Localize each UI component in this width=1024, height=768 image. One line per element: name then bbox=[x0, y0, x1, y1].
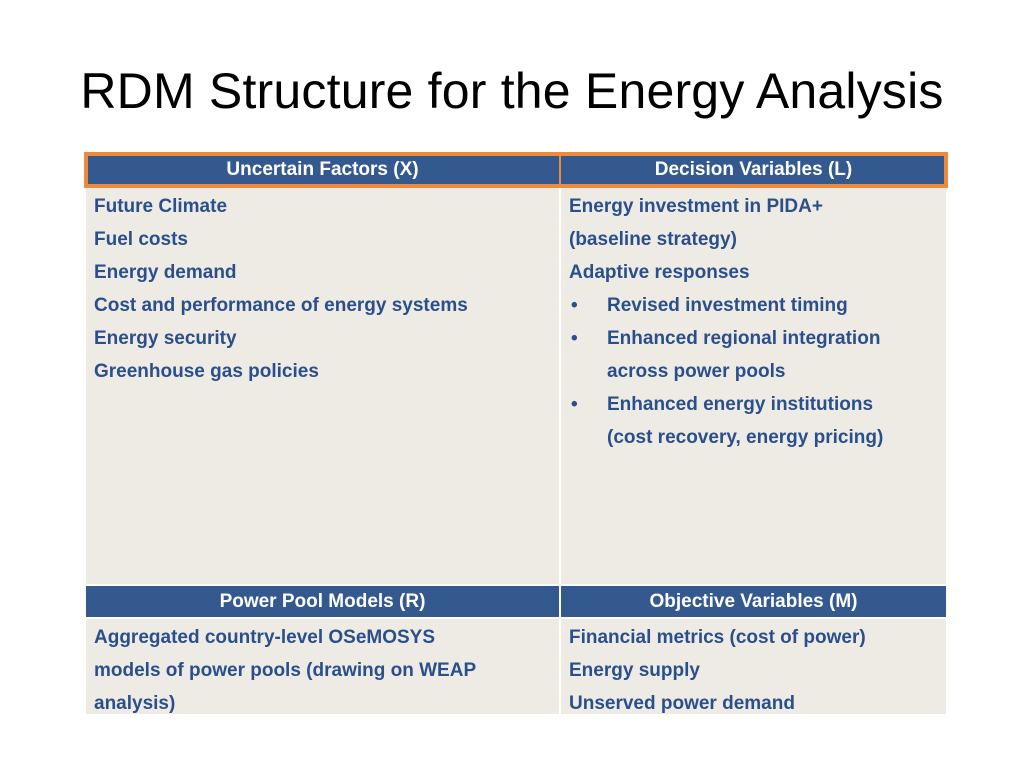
header-objective-variables: Objective Variables (M) bbox=[561, 586, 946, 617]
list-item: Unserved power demand bbox=[569, 693, 795, 714]
bullet-item bbox=[569, 289, 946, 322]
list-item: models of power pools (drawing on WEAP bbox=[94, 660, 477, 681]
header-divider bbox=[559, 156, 561, 184]
header-decision-variables: Decision Variables (L) bbox=[561, 154, 946, 186]
list-item: Fuel costs bbox=[94, 229, 188, 250]
rdm-table bbox=[86, 154, 946, 714]
list-item: (baseline strategy) bbox=[569, 229, 737, 250]
list-item: Cost and performance of energy systems bbox=[94, 295, 468, 316]
bullet-text: Enhanced energy institutions bbox=[607, 394, 874, 415]
list-item: analysis) bbox=[94, 693, 176, 714]
list-item: Energy investment in PIDA+ bbox=[569, 196, 823, 217]
cell-uncertain-factors bbox=[86, 188, 559, 584]
cell-decision-variables bbox=[561, 188, 946, 584]
bullet-continuation: (cost recovery, energy pricing) bbox=[607, 427, 884, 448]
list-item: Financial metrics (cost of power) bbox=[569, 627, 866, 648]
header-power-pool-models: Power Pool Models (R) bbox=[86, 586, 559, 617]
list-item: Energy security bbox=[94, 328, 237, 349]
bullet-icon: • bbox=[571, 394, 578, 415]
list-item: Aggregated country-level OSeMOSYS bbox=[94, 627, 436, 648]
list-item: Greenhouse gas policies bbox=[94, 361, 319, 382]
bullet-text: Revised investment timing bbox=[607, 295, 848, 316]
list-item: Energy demand bbox=[94, 262, 237, 283]
list-item: Future Climate bbox=[94, 196, 228, 217]
cell-power-pool-models bbox=[86, 619, 559, 714]
bullet-icon: • bbox=[571, 295, 578, 316]
slide-title: RDM Structure for the Energy Analysis bbox=[80, 63, 944, 119]
cell-objective-variables bbox=[561, 619, 946, 714]
list-item: Adaptive responses bbox=[569, 262, 750, 283]
bullet-item bbox=[569, 388, 946, 421]
bullet-continuation: across power pools bbox=[607, 361, 786, 382]
bullet-icon: • bbox=[571, 328, 578, 349]
list-item: Energy supply bbox=[569, 660, 700, 681]
bullet-item bbox=[569, 322, 946, 355]
header-uncertain-factors: Uncertain Factors (X) bbox=[86, 154, 559, 186]
bullet-text: Enhanced regional integration bbox=[607, 328, 881, 349]
